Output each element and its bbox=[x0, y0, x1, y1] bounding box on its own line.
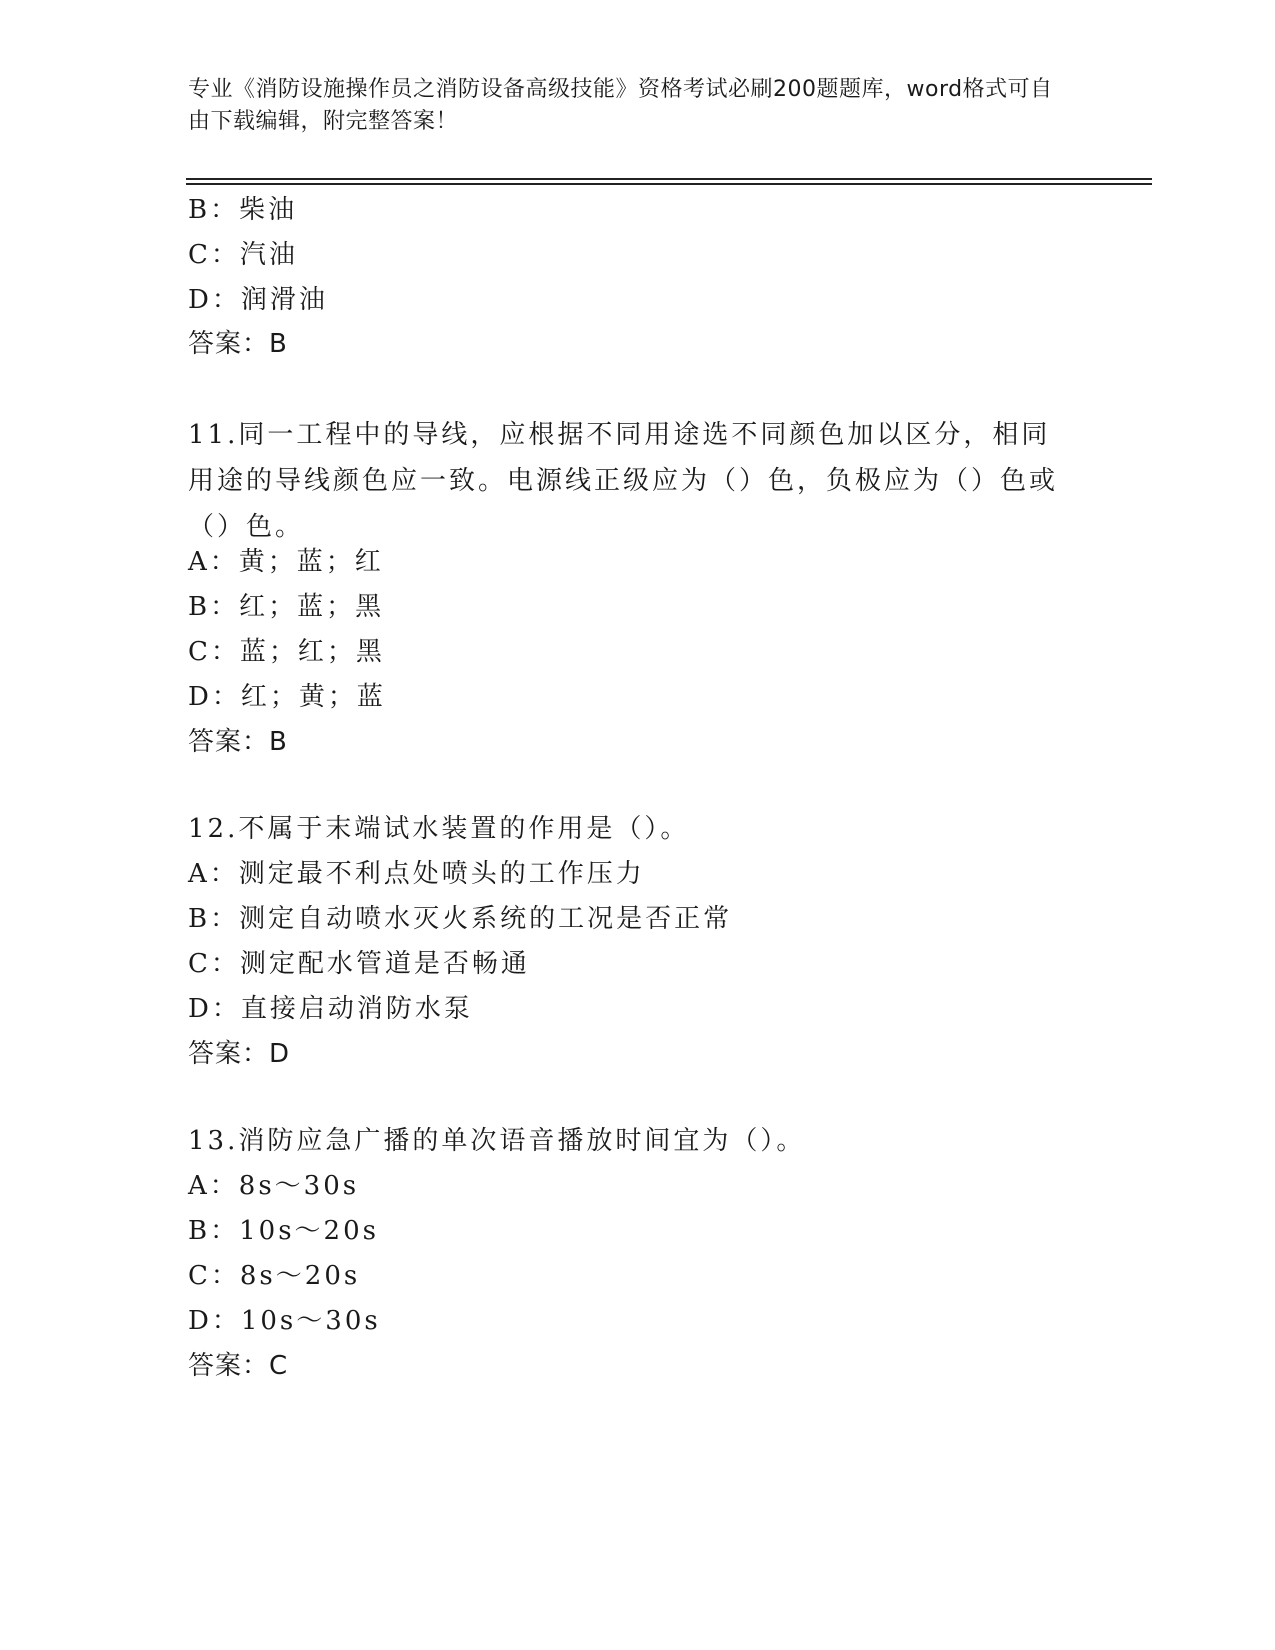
prev-answer: 答案：B bbox=[188, 329, 288, 359]
question-12-option-d: D：直接启动消防水泵 bbox=[188, 994, 473, 1024]
question-13-option-a: A：8s～30s bbox=[188, 1171, 360, 1201]
header-rule-top bbox=[186, 178, 1152, 180]
question-13-answer: 答案：C bbox=[188, 1351, 289, 1381]
question-12-stem: 12.不属于末端试水装置的作用是（）。 bbox=[188, 814, 690, 844]
header-rule-bottom bbox=[186, 183, 1152, 185]
question-12-option-c: C：测定配水管道是否畅通 bbox=[188, 949, 530, 979]
question-13-option-d: D：10s～30s bbox=[188, 1306, 381, 1336]
question-11-option-b: B：红；蓝；黑 bbox=[188, 592, 385, 622]
prev-option-b: B：柴油 bbox=[188, 195, 298, 225]
question-12-option-a: A：测定最不利点处喷头的工作压力 bbox=[188, 859, 645, 889]
question-11-option-a: A：黄；蓝；红 bbox=[188, 547, 384, 577]
question-12-answer: 答案：D bbox=[188, 1039, 291, 1069]
question-11-option-d: D：红；黄；蓝 bbox=[188, 682, 386, 712]
page-header: 专业《消防设施操作员之消防设备高级技能》资格考试必刷200题题库，word格式可自由下载编辑，附完整答案！ bbox=[188, 77, 1053, 134]
question-13-option-c: C：8s～20s bbox=[188, 1261, 361, 1291]
question-11-stem: 11.同一工程中的导线，应根据不同用途选不同颜色加以区分，相同用途的导线颜色应一致。电源线正级应为（）色，负极应为（）色或（）色。 bbox=[188, 420, 1059, 542]
question-11-answer: 答案：B bbox=[188, 727, 288, 757]
question-11-option-c: C：蓝；红；黑 bbox=[188, 637, 385, 667]
prev-option-d: D：润滑油 bbox=[188, 285, 328, 315]
prev-option-c: C：汽油 bbox=[188, 240, 298, 270]
question-13-stem: 13.消防应急广播的单次语音播放时间宜为（）。 bbox=[188, 1126, 806, 1156]
question-13-option-b: B：10s～20s bbox=[188, 1216, 379, 1246]
question-12-option-b: B：测定自动喷水灭火系统的工况是否正常 bbox=[188, 904, 733, 934]
